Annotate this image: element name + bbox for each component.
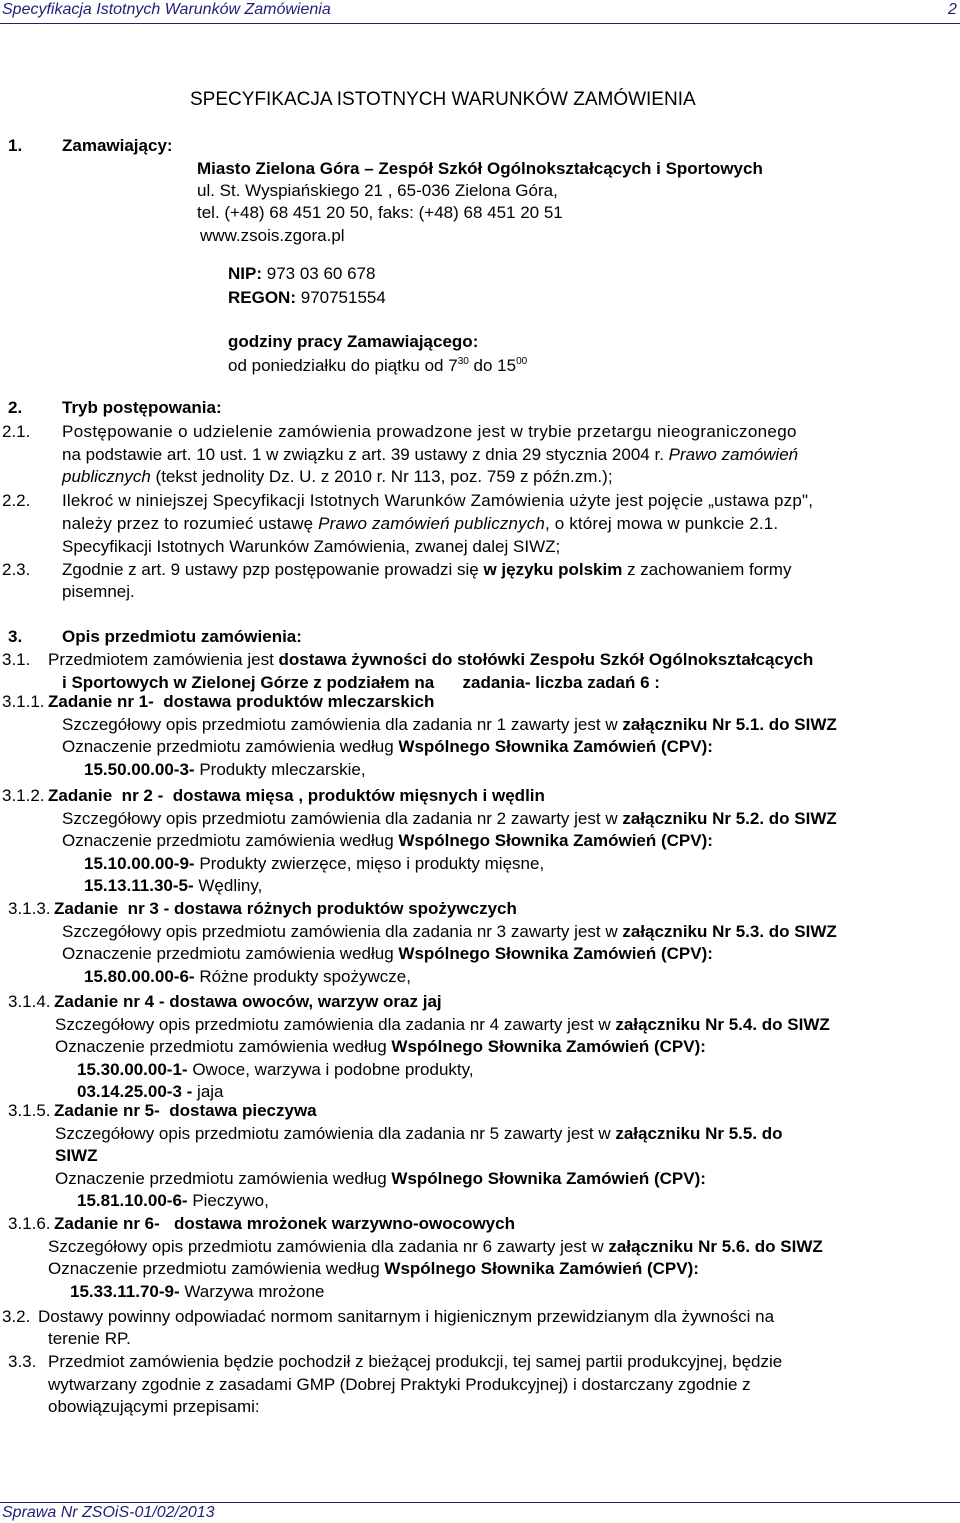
point-2-3-number: 2.3. bbox=[2, 560, 31, 579]
hours-text-b: do 15 bbox=[468, 356, 517, 375]
cpv-code-line bbox=[84, 760, 366, 780]
cpv-line bbox=[62, 944, 713, 964]
point-2-1-line-1: Postępowanie o udzielenie zamówienia prowadzone jest w trybie przetargu nieograniczonego bbox=[62, 422, 797, 441]
cpv-description: Wędliny, bbox=[193, 876, 263, 895]
point-3-3-line-2: wytwarzany zgodnie z zasadami GMP (Dobrej Praktyki Produkcyjnej) i dostarczany zgodnie z bbox=[48, 1375, 751, 1394]
point-2-2-line-3: Specyfikacji Istotnych Warunków Zamówienia, zwanej dalej SIWZ; bbox=[62, 537, 561, 556]
cpv-code: 15.50.00.00-3- bbox=[84, 759, 195, 779]
task-title: Zadanie nr 2 - dostawa mięsa , produktów mięsnych i wędlin bbox=[48, 786, 545, 805]
working-hours-label: godziny pracy Zamawiającego: bbox=[228, 332, 479, 351]
cpv-prefix: Oznaczenie przedmiotu zamówienia według bbox=[55, 1168, 392, 1188]
cpv-line bbox=[62, 737, 713, 757]
cpv-description: Owoce, warzywa i podobne produkty, bbox=[187, 1059, 474, 1079]
task-description-prefix: Szczegółowy opis przedmiotu zamówienia dla zadania nr bbox=[55, 1014, 490, 1034]
cpv-label: Wspólnego Słownika Zamówień (CPV): bbox=[391, 1168, 706, 1188]
task-description-mid: zawarty jest w bbox=[506, 714, 623, 734]
cpv-label: Wspólnego Słownika Zamówień (CPV): bbox=[398, 831, 713, 850]
section-3-number: 3. bbox=[8, 627, 23, 646]
point-2-1-line-3 bbox=[62, 467, 613, 487]
point-2-1-number: 2.1. bbox=[2, 422, 31, 441]
point-2-2-number: 2.2. bbox=[2, 491, 31, 510]
contracting-authority-name: Miasto Zielona Góra – Zespół Szkół Ogólnokształcących i Sportowych bbox=[197, 159, 763, 178]
task-title: Zadanie nr 5- dostawa pieczywa bbox=[54, 1101, 317, 1120]
phone-fax: tel. (+48) 68 451 20 50, faks: (+48) 68 451 20 51 bbox=[197, 203, 563, 222]
cpv-code-line bbox=[77, 1191, 269, 1211]
task-number-ref: 3 bbox=[496, 921, 507, 941]
point-3-1-line-1-bold: dostawa żywności do stołówki Zespołu Szkół Ogólnokształcących bbox=[278, 650, 814, 669]
task-title: Zadanie nr 3 - dostawa różnych produktów spożywczych bbox=[54, 899, 517, 918]
cpv-label: Wspólnego Słownika Zamówień (CPV): bbox=[398, 737, 713, 756]
task-title: Zadanie nr 4 - dostawa owoców, warzyw oraz jaj bbox=[54, 992, 442, 1011]
cpv-code: 15.81.10.00-6- bbox=[77, 1191, 188, 1210]
section-2-heading: Tryb postępowania: bbox=[62, 398, 222, 417]
nip-value: 973 03 60 678 bbox=[266, 264, 376, 283]
section-3-heading: Opis przedmiotu zamówienia: bbox=[62, 627, 302, 646]
task-description-line bbox=[55, 1124, 783, 1144]
task-annex-ref: załączniku Nr 5.4. do SIWZ bbox=[615, 1014, 830, 1034]
section-1-heading: Zamawiający: bbox=[62, 136, 173, 155]
cpv-prefix: Oznaczenie przedmiotu zamówienia według bbox=[62, 831, 399, 850]
cpv-label: Wspólnego Słownika Zamówień (CPV): bbox=[384, 1259, 699, 1278]
point-2-2-line-2-b: , o której mowa w punkcie 2.1. bbox=[545, 514, 779, 533]
cpv-code-line bbox=[77, 1060, 474, 1080]
cpv-description: Pieczywo, bbox=[187, 1191, 269, 1210]
task-description-line bbox=[55, 1015, 830, 1035]
point-2-1-line-2-italic: Prawo zamówień bbox=[668, 445, 799, 464]
point-2-2-line-2-a: należy przez to rozumieć ustawę bbox=[62, 514, 319, 533]
cpv-code: 15.80.00.00-6- bbox=[84, 966, 195, 986]
hours-sup-start: 30 bbox=[457, 356, 469, 367]
hours-text-a: od poniedziałku do piątku od 7 bbox=[228, 356, 458, 375]
task-description-prefix: Szczegółowy opis przedmiotu zamówienia dla zadania nr bbox=[62, 714, 497, 734]
task-description-prefix: Szczegółowy opis przedmiotu zamówienia dla zadania nr bbox=[62, 808, 497, 828]
task-title: Zadanie nr 1- dostawa produktów mleczarskich bbox=[48, 692, 435, 711]
task-description-prefix: Szczegółowy opis przedmiotu zamówienia dla zadania nr bbox=[48, 1236, 483, 1256]
task-number-ref: 4 bbox=[489, 1014, 500, 1034]
header-rule bbox=[0, 23, 960, 24]
task-number: 3.1.6. bbox=[8, 1214, 51, 1233]
task-number: 3.1.5. bbox=[8, 1101, 51, 1120]
cpv-line bbox=[55, 1169, 706, 1189]
task-number-ref: 5 bbox=[489, 1123, 500, 1143]
nip-line bbox=[228, 264, 375, 284]
task-title: Zadanie nr 6- dostawa mrożonek warzywno-owocowych bbox=[54, 1214, 515, 1233]
point-3-1-number: 3.1. bbox=[2, 650, 31, 669]
cpv-prefix: Oznaczenie przedmiotu zamówienia według bbox=[62, 944, 399, 963]
cpv-code: 15.30.00.00-1- bbox=[77, 1059, 188, 1079]
cpv-label: Wspólnego Słownika Zamówień (CPV): bbox=[398, 944, 713, 963]
task-description-mid: zawarty jest w bbox=[506, 808, 623, 828]
task-description-line bbox=[62, 809, 837, 829]
task-description-prefix: Szczegółowy opis przedmiotu zamówienia dla zadania nr bbox=[62, 921, 497, 941]
regon-line bbox=[228, 288, 386, 308]
point-2-2-line-1: Ilekroć w niniejszej Specyfikacji Istotnych Warunków Zamówienia użyte jest pojęcie „ustawa pzp", bbox=[62, 491, 814, 510]
point-3-3-line-1: Przedmiot zamówienia będzie pochodził z bieżącej produkcji, tej samej partii produkcyjnej, będzie bbox=[48, 1352, 783, 1371]
point-2-3-line-1-bold: w języku polskim bbox=[483, 560, 623, 579]
point-3-3-line-3: obowiązującymi przepisami: bbox=[48, 1397, 260, 1416]
cpv-line bbox=[48, 1259, 699, 1279]
task-description-mid: zawarty jest w bbox=[506, 921, 623, 941]
document-title: SPECYFIKACJA ISTOTNYCH WARUNKÓW ZAMÓWIENIA bbox=[190, 89, 696, 110]
cpv-line bbox=[55, 1037, 706, 1057]
header-title: Specyfikacja Istotnych Warunków Zamówienia bbox=[2, 1, 331, 18]
task-description-mid: zawarty jest w bbox=[499, 1123, 616, 1143]
task-annex-ref: załączniku Nr 5.5. do bbox=[615, 1123, 783, 1143]
cpv-label: Wspólnego Słownika Zamówień (CPV): bbox=[391, 1037, 706, 1056]
point-3-2-line-2: terenie RP. bbox=[48, 1329, 131, 1348]
task-number: 3.1.2. bbox=[2, 786, 45, 805]
cpv-description: Produkty mleczarskie, bbox=[194, 759, 366, 779]
footer-case-number: Sprawa Nr ZSOiS-01/02/2013 bbox=[2, 1504, 215, 1521]
point-2-1-line-3-italic: publicznych bbox=[62, 467, 151, 486]
point-2-2-line-2-italic: Prawo zamówień publicznych bbox=[318, 514, 546, 533]
working-hours bbox=[228, 356, 527, 376]
task-number: 3.1.1. bbox=[2, 692, 45, 711]
cpv-line bbox=[62, 831, 713, 851]
task-number-ref: 1 bbox=[496, 714, 507, 734]
cpv-description: Różne produkty spożywcze, bbox=[194, 966, 411, 986]
point-3-3-number: 3.3. bbox=[8, 1352, 37, 1371]
section-1-number: 1. bbox=[8, 136, 23, 155]
point-2-3-line-2: pisemnej. bbox=[62, 582, 135, 601]
task-number: 3.1.4. bbox=[8, 992, 51, 1011]
point-2-3-line-1 bbox=[62, 560, 791, 580]
task-annex-ref: załączniku Nr 5.1. do SIWZ bbox=[622, 714, 837, 734]
cpv-code-line bbox=[84, 876, 262, 896]
cpv-code-line bbox=[70, 1282, 325, 1302]
cpv-code: 03.14.25.00-3 - bbox=[77, 1082, 193, 1101]
cpv-code: 15.13.11.30-5- bbox=[84, 876, 194, 895]
cpv-code: 15.33.11.70-9- bbox=[70, 1281, 180, 1301]
section-2-number: 2. bbox=[8, 398, 23, 417]
task-description-line bbox=[62, 922, 837, 942]
point-2-3-line-1-a: Zgodnie z art. 9 ustawy pzp postępowanie prowadzi się bbox=[62, 560, 484, 579]
task-description-mid: zawarty jest w bbox=[492, 1236, 609, 1256]
task-number-ref: 2 bbox=[496, 808, 507, 828]
task-annex-ref: załączniku Nr 5.6. do SIWZ bbox=[608, 1236, 823, 1256]
cpv-prefix: Oznaczenie przedmiotu zamówienia według bbox=[62, 737, 399, 756]
task-description-line bbox=[62, 715, 837, 735]
task-annex-ref: załączniku Nr 5.2. do SIWZ bbox=[622, 808, 837, 828]
task-annex-ref: załączniku Nr 5.3. do SIWZ bbox=[622, 921, 837, 941]
point-2-1-line-3-text: (tekst jednolity Dz. U. z 2010 r. Nr 113, poz. 759 z późn.zm.); bbox=[150, 467, 613, 486]
cpv-code-line bbox=[77, 1082, 224, 1102]
point-3-2-number: 3.2. bbox=[2, 1307, 31, 1326]
cpv-description: Produkty zwierzęce, mięso i produkty mięsne, bbox=[194, 853, 545, 873]
point-3-2-line-1: Dostawy powinny odpowiadać normom sanitarnym i higienicznym przewidzianym dla żywności na bbox=[38, 1307, 775, 1326]
cpv-description: Warzywa mrożone bbox=[179, 1281, 325, 1301]
task-number-ref: 6 bbox=[482, 1236, 493, 1256]
point-2-3-line-1-b: z zachowaniem formy bbox=[622, 560, 792, 579]
cpv-code-line bbox=[84, 854, 544, 874]
task-description-prefix: Szczegółowy opis przedmiotu zamówienia dla zadania nr bbox=[55, 1123, 490, 1143]
point-3-1-line-1 bbox=[48, 650, 813, 670]
cpv-description: jaja bbox=[192, 1082, 224, 1101]
point-3-1-line-2: i Sportowych w Zielonej Górze z podziałem na zadania- liczba zadań 6 : bbox=[62, 673, 660, 692]
point-2-2-line-2 bbox=[62, 514, 778, 534]
cpv-prefix: Oznaczenie przedmiotu zamówienia według bbox=[48, 1259, 385, 1278]
website: www.zsois.zgora.pl bbox=[200, 226, 345, 245]
task-number: 3.1.3. bbox=[8, 899, 51, 918]
hours-sup-end: 00 bbox=[516, 356, 528, 367]
point-2-1-line-2-text: na podstawie art. 10 ust. 1 w związku z art. 39 ustawy z dnia 29 stycznia 2004 r. bbox=[62, 445, 664, 464]
task-description-mid: zawarty jest w bbox=[499, 1014, 616, 1034]
cpv-code: 15.10.00.00-9- bbox=[84, 853, 195, 873]
cpv-prefix: Oznaczenie przedmiotu zamówienia według bbox=[55, 1037, 392, 1056]
regon-label: REGON: bbox=[228, 288, 296, 307]
task-description-line bbox=[48, 1237, 823, 1257]
nip-label: NIP: bbox=[228, 264, 262, 283]
header-page-number: 2 bbox=[948, 1, 957, 18]
regon-value: 970751554 bbox=[300, 288, 386, 307]
cpv-code-line bbox=[84, 967, 411, 987]
address-street: ul. St. Wyspiańskiego 21 , 65-036 Zielona Góra, bbox=[197, 181, 558, 200]
task-annex-ref-continued: SIWZ bbox=[55, 1146, 98, 1165]
point-2-1-line-2 bbox=[62, 445, 798, 465]
point-3-1-line-1-a: Przedmiotem zamówienia jest bbox=[48, 650, 279, 669]
